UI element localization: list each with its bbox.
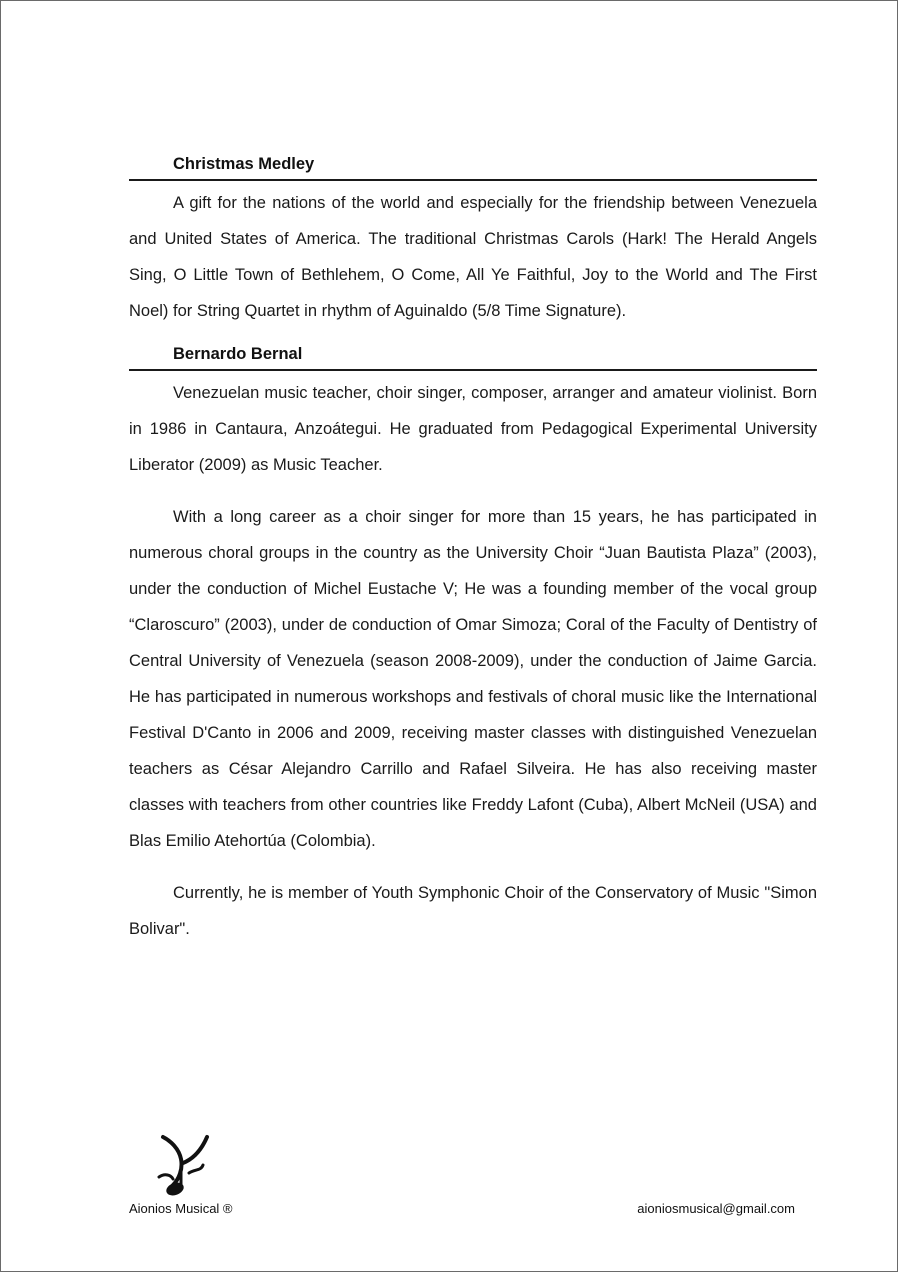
footer-email: aioniosmusical@gmail.com: [637, 1201, 795, 1216]
bio-paragraph-career: With a long career as a choir singer for more than 15 years, he has participated in numerous choral groups in the country as the University Choir “Juan Bautista Plaza” (2003), under the conduction of Michel Eustache V; He was a founding member of the vocal group “Claroscuro” (2003), under de conduction of Omar Simoza; Coral of the Faculty of Dentistry of Central University of Venezuela (season 2008-2009), under the conduction of Jaime Garcia. He has participated in numerous workshops and festivals of choral music like the International Festival D'Canto in 2006 and 2009, receiving master classes with distinguished Venezuelan teachers as César Alejandro Carrillo and Rafael Silveira. He has also receiving master classes with teachers from other countries like Freddy Lafont (Cuba), Albert McNeil (USA) and Blas Emilio Atehortúa (Colombia).: [129, 508, 817, 850]
page-content: [129, 151, 817, 963]
section-heading-christmas-medley: Christmas Medley: [129, 151, 817, 181]
bio-paragraph-intro: Venezuelan music teacher, choir singer, composer, arranger and amateur violinist. Born in 1986 in Cantaura, Anzoátegui. He graduated from Pedagogical Experimental University Liberator (2009) as Music Teacher.: [129, 384, 817, 474]
music-note-logo-icon: [149, 1129, 219, 1201]
footer-brand: Aionios Musical ®: [129, 1201, 233, 1216]
bio-paragraph-current: Currently, he is member of Youth Symphonic Choir of the Conservatory of Music "Simon Bolivar".: [129, 884, 817, 938]
section-heading-bernardo-bernal: Bernardo Bernal: [129, 341, 817, 371]
section-paragraph-christmas-medley: A gift for the nations of the world and especially for the friendship between Venezuela and United States of America. The traditional Christmas Carols (Hark! The Herald Angels Sing, O Little Town of Bethlehem, O Come, All Ye Faithful, Joy to the World and The First Noel) for String Quartet in rhythm of Aguinaldo (5/8 Time Signature).: [129, 194, 817, 320]
